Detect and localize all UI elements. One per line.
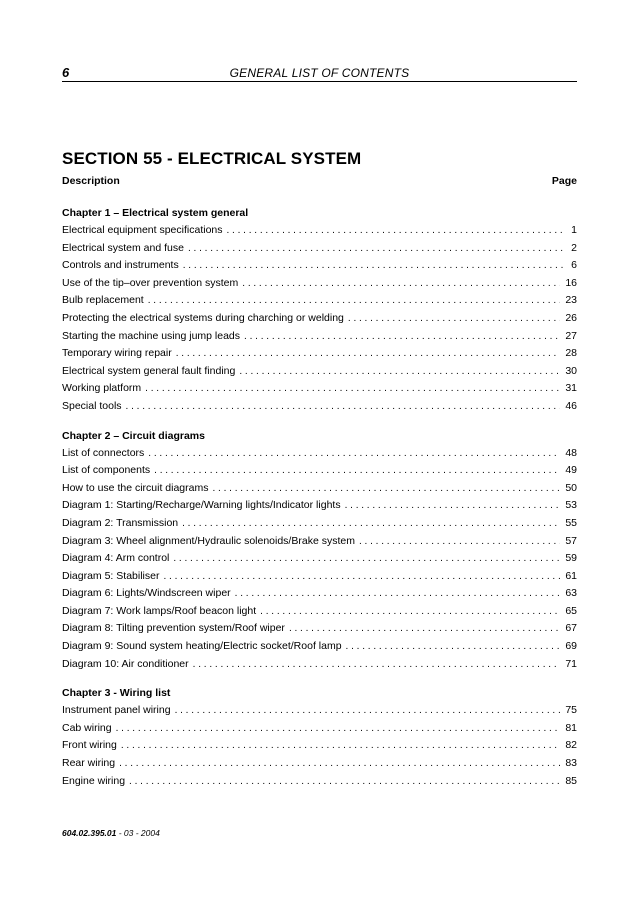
toc-entry-page: 27 — [565, 329, 577, 342]
toc-entry-page: 30 — [565, 364, 577, 377]
toc-entry — [62, 737, 577, 755]
toc-entry-page: 46 — [565, 399, 577, 412]
toc-entry-page: 59 — [565, 552, 577, 565]
toc-entry — [62, 222, 577, 240]
toc-entry-page: 28 — [565, 347, 577, 360]
chapter-2 — [62, 429, 577, 674]
dot-leader — [163, 568, 560, 586]
toc-entry-label: Diagram 1: Starting/Recharge/Warning lights/Indicator lights — [62, 499, 341, 512]
toc-entry-page: 2 — [571, 241, 577, 254]
toc-entry-label: Diagram 2: Transmission — [62, 516, 179, 529]
toc-entry — [62, 363, 577, 381]
dot-leader — [235, 585, 561, 603]
toc-entry-page: 65 — [565, 604, 577, 617]
toc-entry-label: Front wiring — [62, 739, 117, 752]
dot-leader — [126, 398, 561, 416]
dot-leader — [154, 462, 560, 480]
toc-entry — [62, 515, 577, 533]
toc-entry-label: Diagram 3: Wheel alignment/Hydraulic solenoids/Brake system — [62, 534, 355, 547]
dot-leader — [212, 480, 560, 498]
document-code: 604.02.395.01 — [62, 828, 117, 838]
toc-entry-label: Temporary wiring repair — [62, 347, 172, 360]
dot-leader — [227, 222, 567, 240]
toc-entry-label: Instrument panel wiring — [62, 704, 171, 717]
dot-leader — [188, 240, 566, 258]
toc-entry-page: 26 — [565, 311, 577, 324]
toc-entry — [62, 550, 577, 568]
toc-entry-label: Cab wiring — [62, 721, 112, 734]
dot-leader — [289, 620, 560, 638]
dot-leader — [244, 328, 560, 346]
toc-entry-label: List of connectors — [62, 446, 145, 459]
toc-entry-label: Use of the tip–over prevention system — [62, 276, 239, 289]
dot-leader — [148, 292, 561, 310]
toc-entry — [62, 328, 577, 346]
toc-entry — [62, 603, 577, 621]
toc-entry-label: Working platform — [62, 382, 142, 395]
dot-leader — [129, 773, 560, 791]
toc-entry-page: 57 — [565, 534, 577, 547]
toc-entry-page: 49 — [565, 464, 577, 477]
toc-entry-page: 71 — [565, 657, 577, 670]
toc-entry-label: Engine wiring — [62, 774, 126, 787]
toc-entry — [62, 720, 577, 738]
toc-entry-label: Diagram 7: Work lamps/Roof beacon light — [62, 604, 257, 617]
toc-entry-page: 61 — [565, 569, 577, 582]
chapter-title: Chapter 2 – Circuit diagrams — [62, 429, 205, 442]
toc-entry-page: 31 — [565, 382, 577, 395]
page-footer — [62, 828, 160, 838]
dot-leader — [239, 363, 560, 381]
dot-leader — [175, 702, 561, 720]
chapter-title: Chapter 1 – Electrical system general — [62, 207, 249, 219]
toc-entry-page: 55 — [565, 516, 577, 529]
toc-entry — [62, 310, 577, 328]
chapter-1 — [62, 206, 577, 416]
document-date: - 03 - 2004 — [116, 828, 160, 838]
toc-entry-label: Electrical system general fault finding — [62, 364, 236, 377]
dot-leader — [116, 720, 561, 738]
toc-entry — [62, 568, 577, 586]
toc-entry — [62, 480, 577, 498]
toc-entry-label: Diagram 10: Air conditioner — [62, 657, 189, 670]
toc-entry-label: Diagram 4: Arm control — [62, 552, 170, 565]
dot-leader — [193, 656, 561, 674]
toc-entry-page: 6 — [571, 259, 577, 272]
toc-entry-label: Diagram 9: Sound system heating/Electric socket/Roof lamp — [62, 640, 342, 653]
toc-entry-page: 23 — [565, 294, 577, 307]
toc-entry — [62, 755, 577, 773]
toc-entry-label: Diagram 8: Tilting prevention system/Roof wiper — [62, 622, 285, 635]
chapter-title: Chapter 3 - Wiring list — [62, 687, 171, 700]
page-number: 6 — [62, 65, 70, 80]
toc-entry — [62, 292, 577, 310]
toc-entry — [62, 240, 577, 258]
dot-leader — [173, 550, 560, 568]
toc-entry — [62, 275, 577, 293]
toc-entry-page: 1 — [571, 224, 577, 236]
toc-entry-label: Diagram 6: Lights/Windscreen wiper — [62, 587, 231, 600]
header-title: GENERAL LIST OF CONTENTS — [229, 66, 410, 80]
toc-entry-page: 75 — [565, 704, 577, 717]
section-title: SECTION 55 - ELECTRICAL SYSTEM — [62, 149, 362, 168]
toc-entry-label: Rear wiring — [62, 757, 116, 770]
toc-entry — [62, 656, 577, 674]
dot-leader — [260, 603, 560, 621]
toc-entry-label: Electrical equipment specifications — [62, 224, 223, 236]
toc-entry — [62, 585, 577, 603]
toc-entry-label: Controls and instruments — [62, 259, 179, 272]
dot-leader — [176, 345, 561, 363]
table-of-contents — [62, 206, 577, 803]
toc-entry — [62, 533, 577, 551]
dot-leader — [346, 638, 561, 656]
column-headers — [62, 175, 577, 189]
dot-leader — [121, 737, 560, 755]
toc-entry-label: How to use the circuit diagrams — [62, 481, 209, 494]
toc-entry-label: Electrical system and fuse — [62, 241, 184, 254]
dot-leader — [242, 275, 560, 293]
dot-leader — [145, 380, 560, 398]
dot-leader — [148, 445, 560, 463]
toc-entry-label: Bulb replacement — [62, 294, 144, 307]
toc-entry-page: 69 — [565, 640, 577, 653]
toc-entry-page: 53 — [565, 499, 577, 512]
chapter-3 — [62, 686, 577, 790]
toc-entry-page: 81 — [565, 721, 577, 734]
toc-entry — [62, 773, 577, 791]
toc-entry-page: 16 — [565, 276, 577, 289]
toc-entry-page: 63 — [565, 587, 577, 600]
dot-leader — [119, 755, 560, 773]
page-header — [62, 63, 577, 82]
description-column-header: Description — [62, 175, 120, 187]
dot-leader — [182, 515, 560, 533]
dot-leader — [359, 533, 560, 551]
toc-entry — [62, 620, 577, 638]
toc-entry-label: List of components — [62, 464, 151, 477]
toc-entry-page: 85 — [565, 774, 577, 787]
toc-entry-page: 50 — [565, 481, 577, 494]
toc-entry — [62, 345, 577, 363]
dot-leader — [348, 310, 560, 328]
toc-entry-label: Special tools — [62, 399, 122, 412]
page-column-header: Page — [551, 175, 577, 187]
toc-entry-page: 83 — [565, 757, 577, 770]
toc-entry — [62, 638, 577, 656]
toc-entry — [62, 445, 577, 463]
toc-entry-label: Starting the machine using jump leads — [62, 329, 241, 342]
toc-entry-page: 48 — [565, 446, 577, 459]
dot-leader — [345, 497, 561, 515]
toc-entry-label: Diagram 5: Stabiliser — [62, 569, 160, 582]
dot-leader — [183, 257, 566, 275]
toc-entry-page: 67 — [565, 622, 577, 635]
toc-entry — [62, 497, 577, 515]
toc-entry — [62, 398, 577, 416]
toc-entry-label: Protecting the electrical systems during charching or welding — [62, 311, 344, 324]
toc-entry-page: 82 — [565, 739, 577, 752]
toc-entry — [62, 702, 577, 720]
toc-entry — [62, 257, 577, 275]
toc-entry — [62, 462, 577, 480]
toc-entry — [62, 380, 577, 398]
